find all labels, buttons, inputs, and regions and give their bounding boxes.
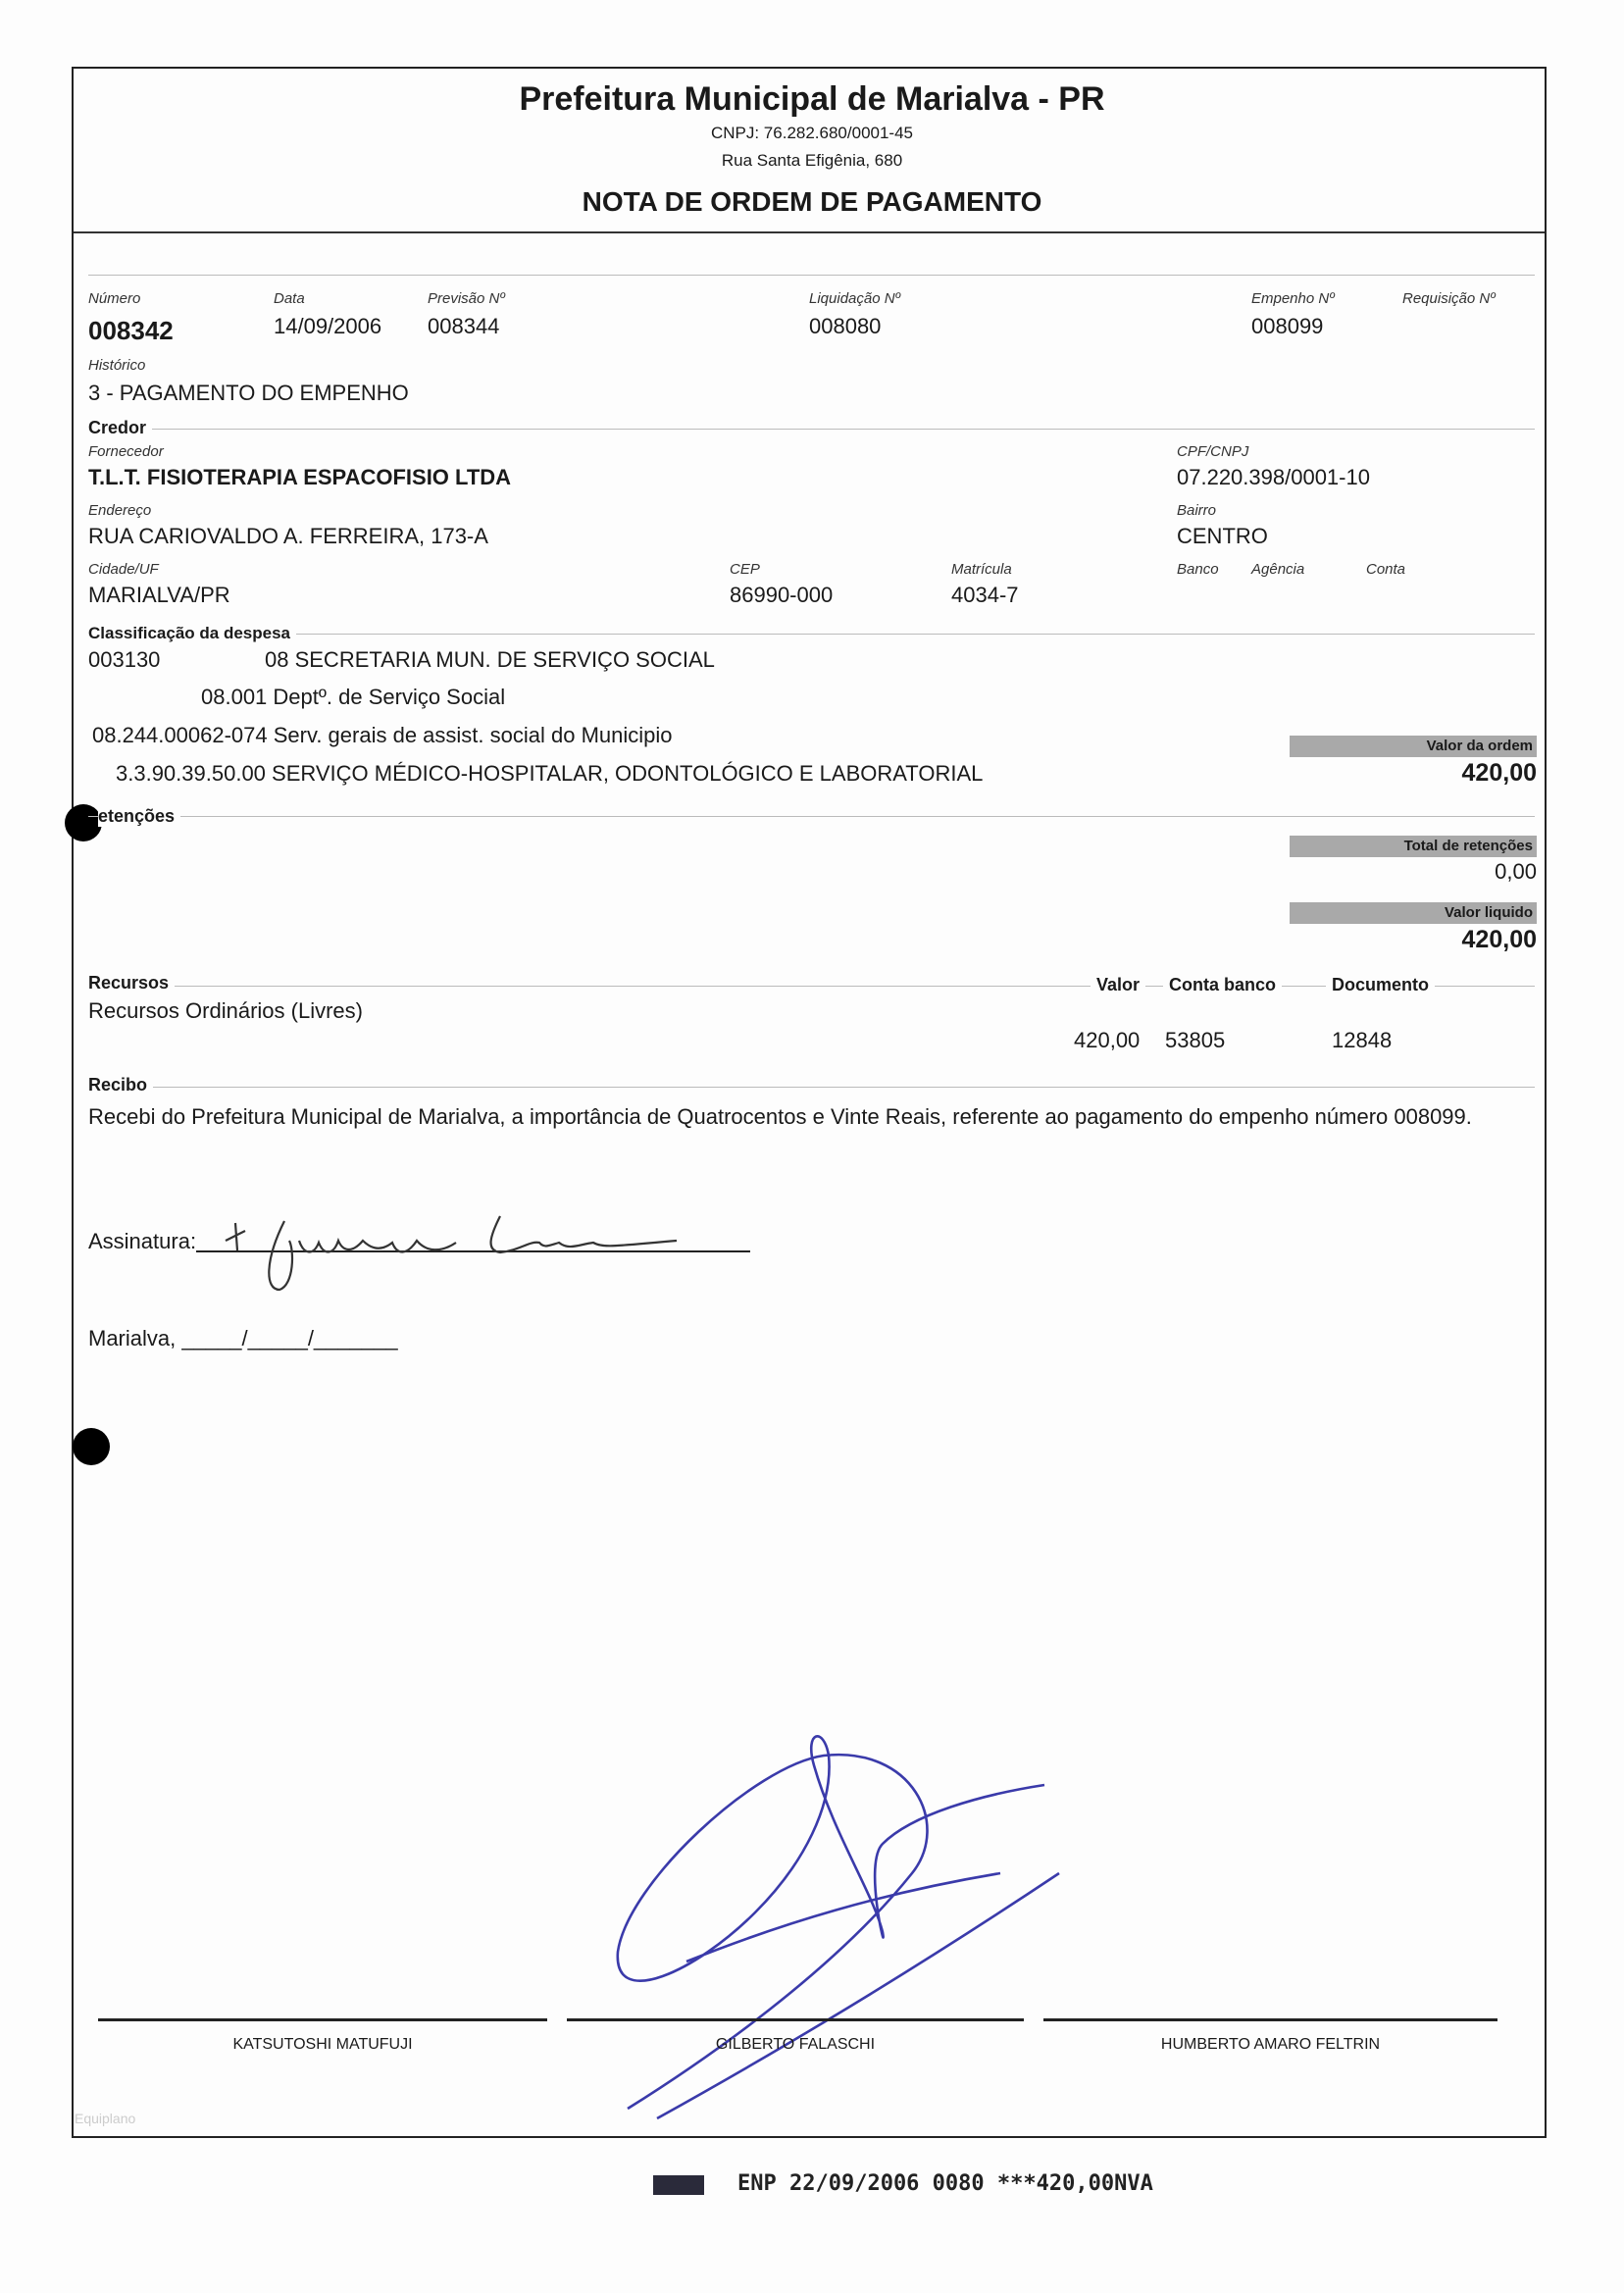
recipient-signature xyxy=(206,1201,696,1299)
cpf-label: CPF/CNPJ xyxy=(1177,443,1249,460)
numero-label: Número xyxy=(88,290,141,307)
address-text: Rua Santa Efigênia, 680 xyxy=(721,151,903,170)
recibo-section-title: Recibo xyxy=(88,1075,153,1096)
local-date: Marialva, _____/_____/_______ xyxy=(88,1326,398,1350)
total-retencoes-label: Total de retenções xyxy=(1290,836,1537,857)
signatory-name: GILBERTO FALASCHI xyxy=(715,2036,876,2053)
recursos-valor: 420,00 xyxy=(1074,1028,1141,1052)
bairro-value: CENTRO xyxy=(1177,524,1268,548)
classificacao-section-title: Classificação da despesa xyxy=(88,624,296,643)
credor-section-title: Credor xyxy=(88,418,152,438)
valor-ordem-value: 420,00 xyxy=(1461,759,1537,787)
empenho-value: 008099 xyxy=(1251,314,1324,338)
liquidacao-value: 008080 xyxy=(809,314,882,338)
signature-line xyxy=(567,2018,1024,2021)
cnpj-text: CNPJ: 76.282.680/0001-45 xyxy=(710,124,914,142)
signature-line xyxy=(1043,2018,1497,2021)
matricula-value: 4034-7 xyxy=(951,583,1019,607)
signature-line xyxy=(98,2018,547,2021)
divider xyxy=(88,986,1535,987)
divider xyxy=(88,275,1535,276)
liquidacao-label: Liquidação Nº xyxy=(809,290,901,307)
recursos-documento: 12848 xyxy=(1332,1028,1393,1052)
classificacao-code: 003130 xyxy=(88,647,161,672)
fornecedor-value: T.L.T. FISIOTERAPIA ESPACOFISIO LTDA xyxy=(88,465,512,489)
previsao-label: Previsão Nº xyxy=(428,290,505,307)
valor-liquido-label: Valor liquido xyxy=(1290,902,1537,924)
divider xyxy=(88,634,1535,635)
banco-label: Banco xyxy=(1177,561,1219,578)
punch-hole xyxy=(65,804,102,841)
classificacao-line1: 08 SECRETARIA MUN. DE SERVIÇO SOCIAL xyxy=(265,647,715,672)
assinatura-label: Assinatura: xyxy=(88,1229,197,1253)
previsao-value: 008344 xyxy=(428,314,500,338)
classificacao-line4: 3.3.90.39.50.00 SERVIÇO MÉDICO-HOSPITALAR, ODONTOLÓGICO E LABORATORIAL xyxy=(116,761,984,786)
divider xyxy=(88,429,1535,430)
data-label: Data xyxy=(274,290,305,307)
stamp-mark xyxy=(653,2175,704,2195)
payment-stamp: ENP 22/09/2006 0080 ***420,00NVA xyxy=(737,2171,1153,2196)
matricula-label: Matrícula xyxy=(951,561,1012,578)
recursos-conta-label: Conta banco xyxy=(1163,975,1282,995)
divider xyxy=(88,816,1535,817)
valor-liquido-value: 420,00 xyxy=(1461,926,1537,953)
cidade-label: Cidade/UF xyxy=(88,561,159,578)
recibo-text: Recebi do Prefeitura Municipal de Marialva, a importância de Quatrocentos e Vinte Reais, referente ao pagamento do empenho número 008099. xyxy=(88,1104,1472,1129)
agencia-label: Agência xyxy=(1251,561,1305,578)
recursos-conta: 53805 xyxy=(1165,1028,1226,1052)
bairro-label: Bairro xyxy=(1177,502,1217,519)
historico-value: 3 - PAGAMENTO DO EMPENHO xyxy=(88,381,409,405)
signatory-name: KATSUTOSHI MATUFUJI xyxy=(232,2036,413,2053)
empenho-label: Empenho Nº xyxy=(1251,290,1335,307)
fornecedor-label: Fornecedor xyxy=(88,443,164,460)
cep-label: CEP xyxy=(730,561,760,578)
classificacao-line3: 08.244.00062-074 Serv. gerais de assist. social do Municipio xyxy=(92,723,673,747)
total-retencoes-value: 0,00 xyxy=(1495,859,1537,884)
cidade-value: MARIALVA/PR xyxy=(88,583,230,607)
cep-value: 86990-000 xyxy=(730,583,834,607)
requisicao-label: Requisição Nº xyxy=(1402,290,1496,307)
classificacao-line2: 08.001 Deptº. de Serviço Social xyxy=(201,685,506,709)
endereco-value: RUA CARIOVALDO A. FERREIRA, 173-A xyxy=(88,524,488,548)
brand-watermark: Equiplano xyxy=(75,2111,136,2126)
punch-hole xyxy=(73,1428,110,1465)
retencoes-section-title: etenções xyxy=(98,806,180,827)
recursos-valor-label: Valor xyxy=(1091,975,1145,995)
recursos-descricao: Recursos Ordinários (Livres) xyxy=(88,998,363,1023)
conta-label: Conta xyxy=(1366,561,1406,578)
header-divider xyxy=(74,231,1545,233)
cpf-value: 07.220.398/0001-10 xyxy=(1177,465,1370,489)
authority-signature xyxy=(588,1726,1079,2138)
data-value: 14/09/2006 xyxy=(274,314,382,338)
endereco-label: Endereço xyxy=(88,502,152,519)
document-title: NOTA DE ORDEM DE PAGAMENTO xyxy=(582,186,1042,217)
historico-label: Histórico xyxy=(88,357,146,374)
numero-value: 008342 xyxy=(88,316,174,345)
page-title: Prefeitura Municipal de Marialva - PR xyxy=(519,80,1105,118)
recursos-documento-label: Documento xyxy=(1326,975,1435,995)
divider xyxy=(88,1087,1535,1088)
signatory-name: HUMBERTO AMARO FELTRIN xyxy=(1160,2036,1381,2053)
recursos-section-title: Recursos xyxy=(88,973,175,994)
valor-ordem-label: Valor da ordem xyxy=(1290,736,1537,757)
